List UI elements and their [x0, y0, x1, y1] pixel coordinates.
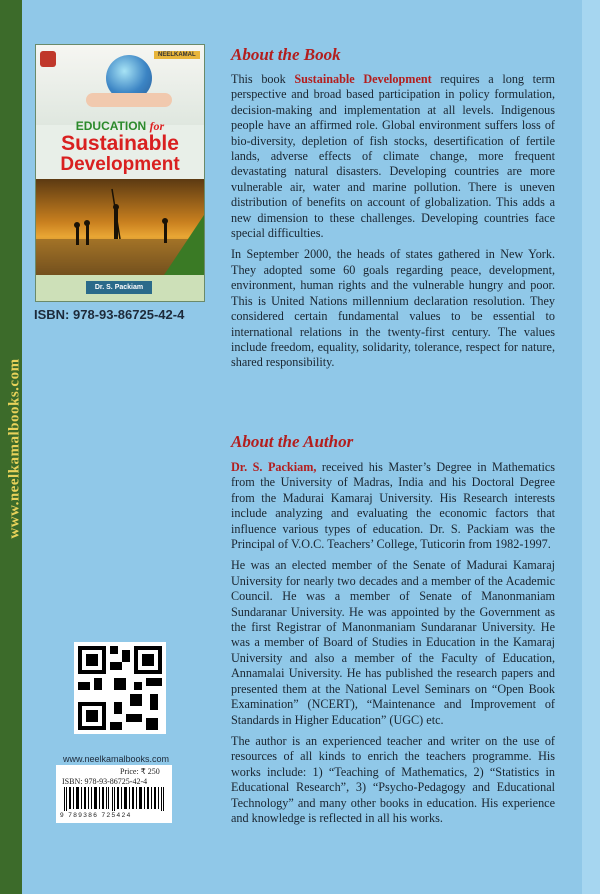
- about-book-body: [231, 72, 555, 377]
- cover-edge: [582, 0, 600, 894]
- hand-icon: [86, 93, 172, 107]
- author-name: Dr. S. Packiam,: [231, 460, 317, 474]
- publisher-logo-icon: [40, 51, 56, 67]
- about-author-paragraph-2: He was an elected member of the Senate of Madurai Kamaraj University for nearly two decades and a member of the Academic Council. He was a member of Senate of Manonmaniam Sundaranar University. He was appointed by the Government as the first Registrar of Manonmaniam Sundaranar University. He was a member of Board of Studies in Education in the Kamaraj University and also a member of the Faculty of Education, Annamalai University. He has published the research papers and presented them at the National Level Seminars on “Open Book Examination” (NCERT), “Maintenance and Improvement of Standards in Higher Education” (UGC) etc.: [231, 558, 555, 727]
- book-p1-rest: requires a long term perspective and broad based participation in policy formulation, decision-making and implementation at all levels. Indigenous people have an affirmed role. Global environment suffers loss of bio-diversity, depletion of fish stocks, desertification of fertile lands, adverse effects of climate change, more frequent devastating natural disasters. Developing countries are more vulnerable air, water and marine pollution. There is uneven distribution of benefits on account of globalization. This adds a new dimension to these challenges. Developing countries face special difficulties.: [231, 72, 556, 241]
- book-title-highlight: Sustainable Development: [294, 72, 432, 86]
- barcode-block: [56, 765, 172, 823]
- about-author-heading: About the Author: [231, 432, 354, 451]
- title-education: EDUCATION: [75, 119, 147, 133]
- cover-thumbnail: [35, 44, 205, 302]
- about-author-paragraph-3: The author is an experienced teacher and writer on the use of resources of all kinds to enrich the teachers programme. His works include: 1) “Teaching of Mathematics, 2) “Statistics in Educational Research”, 3) “Psycho-Pedagogy and Educational Technology” and many other books in education. His experience and knowledge is reflected in all his works.: [231, 733, 555, 825]
- book-p1-lead: This book: [231, 72, 295, 86]
- isbn-label: ISBN: 978-93-86725-42-4: [34, 307, 185, 322]
- barcode-digits: 9 789386 725424: [60, 812, 132, 819]
- price-label: Price: ₹ 250: [120, 767, 160, 776]
- thumbnail-author: Dr. S. Packiam: [86, 281, 152, 294]
- about-author-body: [231, 460, 555, 832]
- title-for: for: [149, 119, 165, 133]
- footer-website: www.neelkamalbooks.com: [63, 754, 170, 764]
- qr-code-icon: [74, 642, 166, 734]
- about-book-paragraph-1: [231, 72, 555, 241]
- spine-website: www.neelkamalbooks.com: [6, 358, 23, 539]
- thumbnail-title-line3: Development: [60, 154, 180, 175]
- barcode-icon: [64, 787, 164, 811]
- barcode-isbn: ISBN: 978-93-86725-42-4: [62, 777, 148, 786]
- about-book-heading: About the Book: [231, 45, 341, 64]
- about-book-paragraph-2: In September 2000, the heads of states gathered in New York. They adopted some 60 goals regarding peace, development, environment, human rights and the vulnerable hungry and poor. This is United Nations millennium declaration resolution. They considered certain fundamental values to be essential to international relations in the twenty-first century. The values include freedom, equality, solidarity, tolerance, respect for nature, shared responsibility.: [231, 247, 555, 370]
- publisher-brand: NEELKAMAL: [154, 51, 200, 59]
- about-author-paragraph-1: [231, 460, 555, 552]
- author-p1-rest: received his Master’s Degree in Mathematics from the University of Madras, India and his Doctoral Degree from the Madurai Kamaraj University. His Research interests include analyzing and evaluating the economic factors that influence various types of education. Dr. S. Packiam was the Principal of V.O.C. Teachers’ College, Tuticorin from 1982-1997.: [231, 460, 556, 552]
- qr-code: [74, 642, 166, 734]
- thumbnail-title-line2: Sustainable: [61, 132, 179, 155]
